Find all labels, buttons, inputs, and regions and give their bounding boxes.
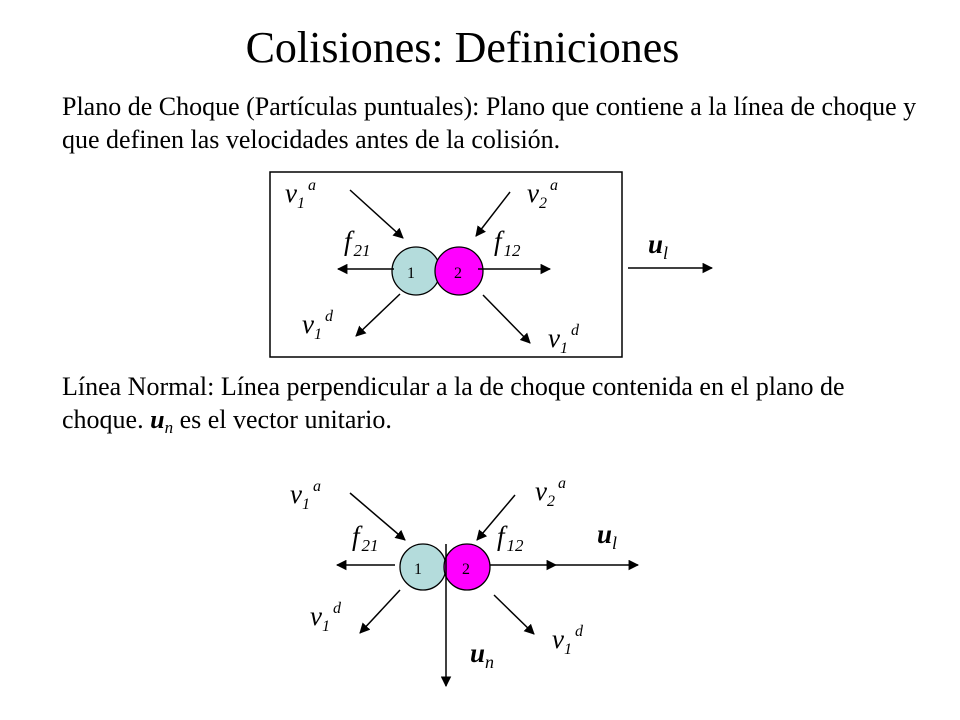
- ul-label-2: $u_l$: [597, 519, 618, 553]
- particle-1-label-2: 1: [414, 561, 422, 578]
- particle-1: [392, 247, 440, 295]
- v1a-label: $v_1^a$: [285, 177, 316, 212]
- v1d-label: $v_1^d$: [302, 308, 333, 343]
- ul-label: $u_l$: [648, 229, 669, 263]
- v2-after-arrow-2: [494, 595, 534, 634]
- linea-normal-text: Línea Normal: Línea perpendicular a la de choque contenida en el plano de choque.: [62, 372, 845, 434]
- f12-label: f $_{12}$: [494, 226, 521, 260]
- un-vector-symbol: u: [150, 405, 165, 434]
- v2-after-arrow: [483, 295, 530, 343]
- v1-after-arrow: [356, 294, 400, 336]
- f12-label-2: f $_{12}$: [497, 521, 524, 555]
- f21-label-2: f $_{21}$: [352, 521, 379, 555]
- v1a-label-2: $v_1^a$: [290, 478, 321, 513]
- v2a-label: $v_2^a$: [527, 177, 558, 212]
- v1-after-arrow-2: [360, 590, 400, 633]
- v2d-label-2: $v_1^d$: [552, 623, 583, 658]
- particle-2-label-2: 2: [462, 561, 470, 578]
- v1d-label-2: $v_1^d$: [310, 600, 341, 635]
- particle-1-label: 1: [407, 265, 415, 282]
- diagram-linea-normal: [290, 475, 638, 686]
- v2d-label: $v_1^d$: [548, 322, 579, 357]
- particle-2-label: 2: [454, 265, 462, 282]
- plano-de-choque-definition: Plano de Choque (Partículas puntuales): Plano que contiene a la línea de choque y que definen las velocidades antes de la colisión.: [62, 92, 917, 154]
- diagram-plano-de-choque: [270, 172, 712, 357]
- f21-label: f $_{21}$: [344, 226, 371, 260]
- linea-normal-text-end: es el vector unitario.: [173, 405, 392, 434]
- v2a-label-2: $v_2^a$: [535, 475, 566, 510]
- v1-before-arrow: [350, 190, 403, 238]
- un-vector-subscript: n: [164, 418, 174, 437]
- v2-before-arrow-2: [477, 495, 515, 540]
- un-label: $u_n$: [470, 638, 495, 672]
- particle-1-2: [400, 544, 446, 590]
- v2-before-arrow: [476, 192, 510, 236]
- slide-title: Colisiones: Definiciones: [245, 23, 680, 72]
